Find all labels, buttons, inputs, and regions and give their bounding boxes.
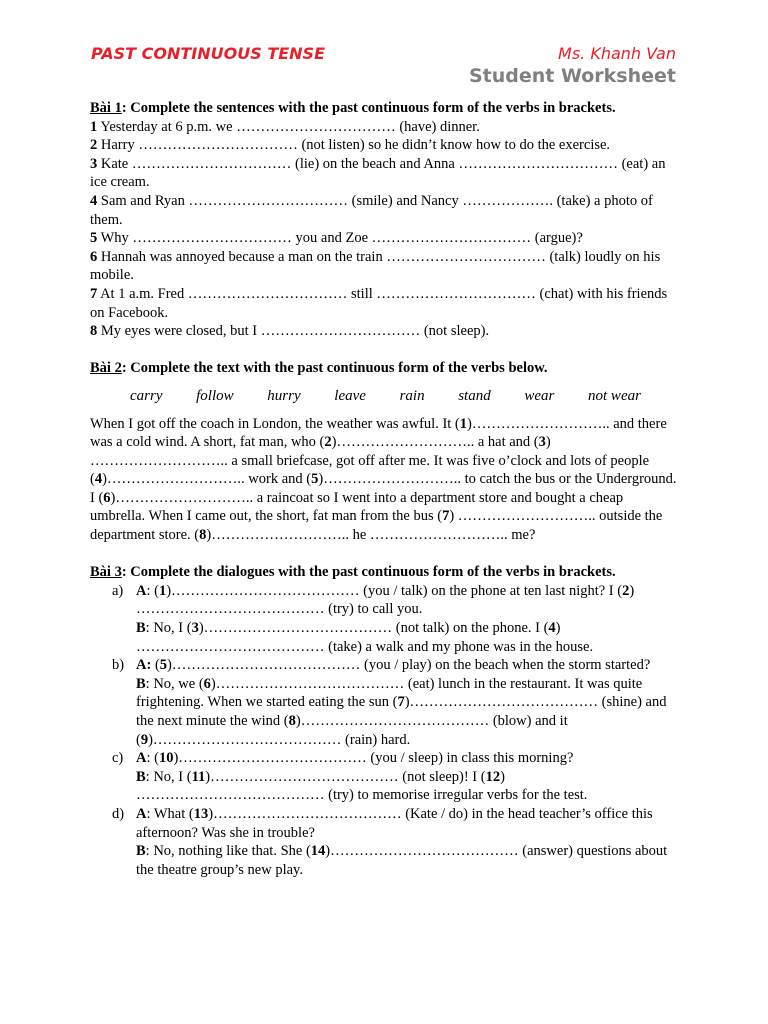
word-option: stand	[458, 387, 491, 404]
dialogue-c	[90, 749, 680, 805]
text-run: : What (	[146, 805, 194, 822]
blank-number: 6	[103, 489, 111, 506]
blank-number: 12	[485, 768, 501, 785]
blank-number: 13	[193, 805, 209, 822]
item-text: Kate …………………………… (lie) on the beach and Anna …………………………… (eat) an ice cream.	[90, 155, 666, 191]
item-number: 6	[90, 248, 98, 265]
dialogue-label: a)	[112, 582, 124, 599]
blank-number: 4	[548, 620, 556, 637]
blank-number: 2	[622, 582, 630, 599]
dialogue-label: d)	[112, 805, 125, 822]
text-run: )………………………………… (answer) questions about the theatre group’s new play.	[136, 843, 668, 878]
dialogue-label: b)	[112, 657, 125, 674]
blank-number: 14	[310, 843, 326, 860]
item-text: Yesterday at 6 p.m. we …………………………… (have) dinner.	[97, 118, 480, 135]
item-text: Why …………………………… you and Zoe …………………………… (argue)?	[97, 230, 583, 247]
spacer	[90, 341, 680, 360]
word-box	[90, 387, 680, 406]
text-run: )……………………….. a raincoat so I went into a department store and bought a cheap umbrella. When I came out, the short, fat man from the bus (	[90, 489, 624, 525]
blank-number: 3	[191, 620, 199, 637]
speaker-label: A	[136, 805, 147, 822]
exercise-item	[90, 285, 680, 322]
text-run: )……………………….. he ……………………….. me?	[206, 527, 536, 544]
speaker-label: B	[136, 620, 146, 637]
text-run: )………………………………… (not talk) on the phone. I (	[198, 620, 549, 637]
text-run: )………………………………… (rain) hard.	[148, 731, 411, 748]
text-run: )………………………………… (you / sleep) in class this morning?	[173, 750, 574, 767]
item-text: My eyes were closed, but I …………………………… (not sleep).	[97, 323, 490, 340]
text-run: (	[154, 657, 160, 674]
exercise-item	[90, 248, 680, 285]
word-option: leave	[334, 387, 366, 404]
word-option: follow	[196, 387, 234, 404]
text-run: )………………………………… (you / talk) on the phone at ten last night? I (	[166, 582, 623, 599]
exercise-item	[90, 136, 680, 155]
blank-number: 4	[94, 471, 103, 488]
blank-number: 8	[288, 713, 296, 729]
text-run: ) ………………………………… (try) to call you.	[136, 582, 635, 618]
item-number: 2	[90, 137, 98, 154]
blank-number: 1	[459, 415, 468, 432]
text-run: ) ………………………………… (take) a walk and my phone was in the house.	[136, 620, 594, 655]
text-run: : (	[146, 582, 159, 599]
author-name: Ms. Khanh Van	[558, 44, 676, 63]
speaker-b-line	[136, 619, 680, 656]
exercise-item	[90, 229, 680, 248]
text-run: ) ……………………….. a small briefcase, got off after me. It was five o’clock and lots of people (	[90, 434, 650, 488]
text-run: ) ……………………….. outside the department store. (	[90, 508, 663, 544]
word-option: hurry	[267, 387, 301, 404]
section1-label: Bài 1	[90, 100, 122, 116]
section1-heading	[90, 99, 680, 118]
dialogue-b	[90, 656, 680, 749]
speaker-label: B	[136, 768, 146, 785]
section3-instruction: : Complete the dialogues with the past continuous form of the verbs in brackets.	[121, 564, 616, 581]
item-text: Harry …………………………… (not listen) so he didn’t know how to do the exercise.	[97, 137, 611, 154]
text-run: )……………………….. to catch the bus or the Underground. I (	[90, 471, 677, 506]
speaker-a-line	[136, 582, 680, 619]
blank-number: 3	[538, 434, 546, 451]
text-run: : No, we (	[145, 675, 204, 692]
blank-number: 11	[191, 768, 206, 785]
speaker-b-line	[136, 768, 680, 805]
speaker-a-line	[136, 805, 680, 842]
blank-number: 10	[158, 750, 174, 767]
word-option: carry	[130, 387, 163, 404]
item-text: Sam and Ryan …………………………… (smile) and Nancy ………………. (take) a photo of them.	[90, 192, 653, 228]
text-run: )………………………………… (eat) lunch in the restaurant. It was quite frightening. When we started eating the sun (	[136, 675, 643, 711]
blank-number: 9	[140, 731, 149, 748]
item-text: Hannah was annoyed because a man on the train …………………………… (talk) loudly on his mobile.	[90, 248, 661, 284]
text-run: )………………………………… (not sleep)! I (	[205, 768, 486, 785]
exercise-item	[90, 118, 680, 137]
section1-instruction: : Complete the sentences with the past continuous form of the verbs in brackets.	[121, 100, 616, 116]
word-option: not wear	[588, 387, 641, 404]
speaker-label: B	[136, 843, 146, 860]
text-run: : (	[146, 750, 159, 767]
word-option: wear	[524, 387, 555, 404]
item-number: 1	[90, 118, 98, 135]
speaker-label: A:	[136, 657, 155, 674]
section2-paragraph	[90, 415, 680, 545]
blank-number: 7	[397, 694, 405, 711]
blank-number: 7	[442, 508, 450, 525]
dialogue-d	[90, 805, 680, 879]
text-run: ) ………………………………… (try) to memorise irregular verbs for the test.	[136, 768, 588, 804]
item-number: 4	[90, 192, 98, 209]
exercise-item	[90, 192, 680, 229]
section2-label: Bài 2	[90, 360, 122, 377]
speaker-label: A	[136, 750, 147, 767]
worksheet-subtitle: Student Worksheet	[468, 65, 676, 87]
text-run: )………………………………… (blow) and it (	[136, 713, 568, 748]
text-run: )………………………………… (you / play) on the beach when the storm started?	[167, 657, 651, 674]
exercise-item	[90, 322, 680, 341]
text-run: : No, I (	[145, 768, 192, 785]
speaker-a-line	[136, 749, 680, 768]
speaker-b-line	[136, 675, 680, 749]
speaker-label: B	[136, 675, 146, 692]
text-run: )………………………………… (shine) and the next minute the wind (	[136, 694, 667, 729]
item-number: 7	[90, 285, 98, 302]
blank-number: 1	[158, 582, 167, 599]
item-number: 8	[90, 323, 98, 340]
speaker-a-line	[136, 656, 680, 675]
blank-number: 6	[203, 675, 211, 692]
text-run: : No, nothing like that. She (	[145, 843, 311, 860]
spacer	[90, 545, 680, 564]
exercise-item	[90, 155, 680, 192]
text-run: )………………………………… (Kate / do) in the head teacher’s office this afternoon? Was she in trouble?	[136, 805, 653, 841]
section3-heading	[90, 563, 680, 582]
item-number: 3	[90, 155, 98, 172]
text-run: )……………………….. work and (	[102, 471, 312, 488]
dialogue-a	[90, 582, 680, 656]
blank-number: 5	[159, 657, 168, 674]
section2-heading	[90, 359, 680, 378]
worksheet-body	[90, 99, 680, 879]
text-run: : No, I (	[145, 620, 192, 637]
text-run: )……………………….. and there was a cold wind. A short, fat man, who (	[90, 415, 667, 451]
word-option: rain	[399, 387, 425, 404]
dialogue-label: c)	[112, 750, 124, 767]
section2-instruction: : Complete the text with the past continuous form of the verbs below.	[121, 360, 548, 377]
speaker-label: A	[136, 582, 147, 599]
text-run: When I got off the coach in London, the weather was awful. It (	[90, 415, 460, 432]
speaker-b-line	[136, 842, 680, 879]
blank-number: 5	[311, 471, 319, 488]
item-number: 5	[90, 230, 98, 247]
item-text: At 1 a.m. Fred …………………………… still …………………………… (chat) with his friends on Facebook.	[90, 285, 668, 321]
section3-label: Bài 3	[90, 564, 122, 581]
blank-number: 2	[324, 434, 332, 451]
blank-number: 8	[199, 527, 207, 544]
text-run: )……………………….. a hat and (	[331, 434, 539, 451]
worksheet-title: PAST CONTINUOUS TENSE	[91, 44, 326, 63]
